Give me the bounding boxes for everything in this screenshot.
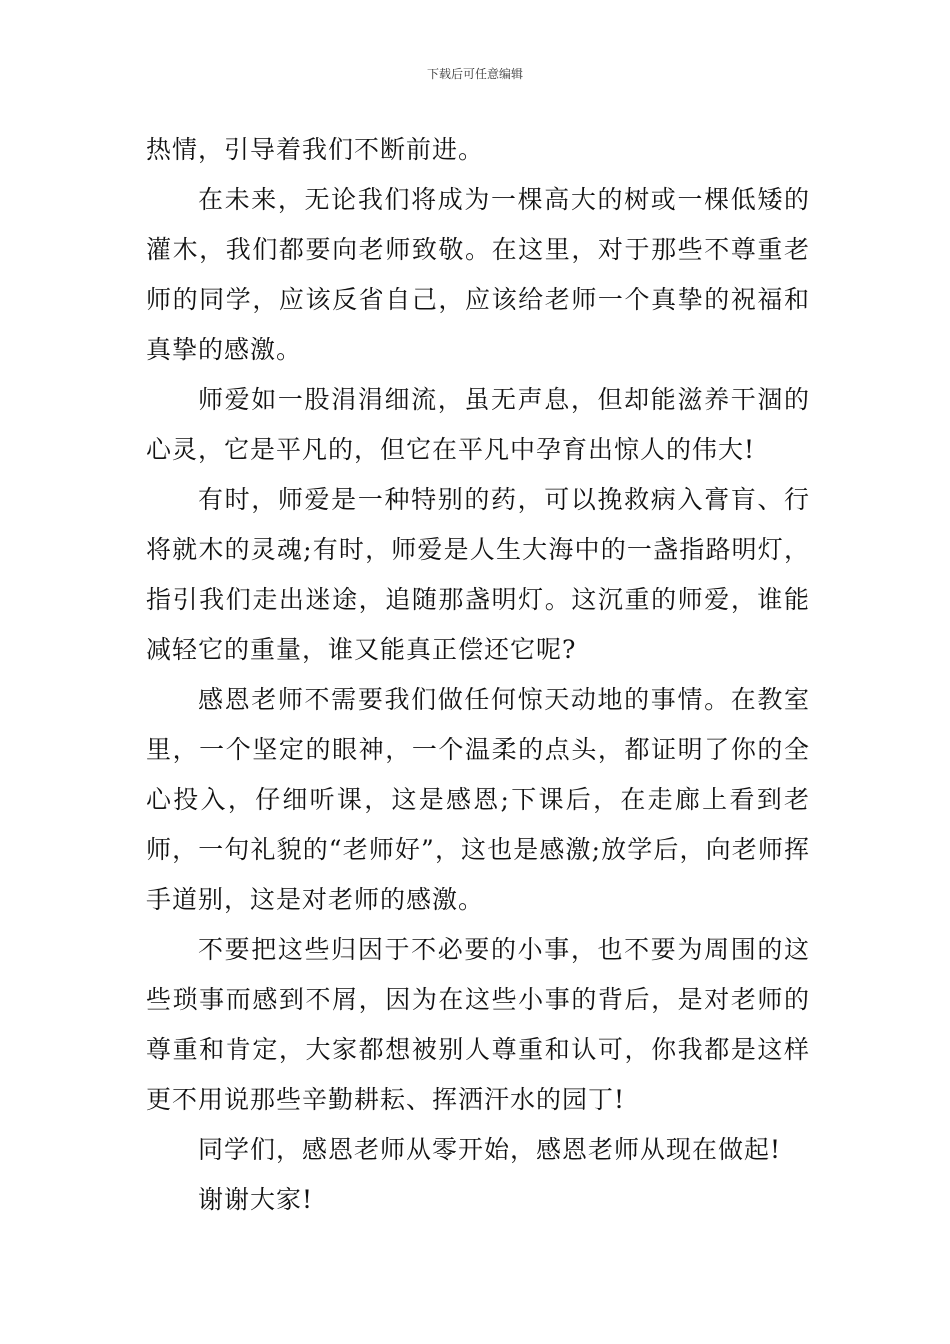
paragraph-call-to-action: 同学们，感恩老师从零开始，感恩老师从现在做起! bbox=[198, 1135, 782, 1164]
paragraph-teacher-love-medicine: 有时，师爱是一种特别的药，可以挽救病入膏肓、行将就木的灵魂;有时，师爱是人生大海中的一盏指路明灯，指引我们走出迷途，追随那盏明灯。这沉重的师爱，谁能减轻它的重量，谁又能真正偿还它呢? bbox=[146, 485, 810, 664]
paragraph-continuation: 热情，引导着我们不断前进。 bbox=[146, 135, 485, 164]
paragraph-future: 在未来，无论我们将成为一棵高大的树或一棵低矮的灌木，我们都要向老师致敬。在这里，对于那些不尊重老师的同学，应该反省自己，应该给老师一个真挚的祝福和真挚的感激。 bbox=[146, 185, 810, 364]
paragraph-gratitude-actions: 感恩老师不需要我们做任何惊天动地的事情。在教室里，一个坚定的眼神，一个温柔的点头，都证明了你的全心投入，仔细听课，这是感恩;下课后，在走廊上看到老师，一句礼貌的“老师好”，这也是感激;放学后，向老师挥手道别，这是对老师的感激。 bbox=[146, 685, 810, 914]
paragraph-small-things: 不要把这些归因于不必要的小事，也不要为周围的这些琐事而感到不屑，因为在这些小事的背后，是对老师的尊重和肯定，大家都想被别人尊重和认可，你我都是这样更不用说那些辛勤耕耘、挥洒汗水的园丁! bbox=[146, 935, 810, 1114]
paragraph-teacher-love-stream: 师爱如一股涓涓细流，虽无声息，但却能滋养干涸的心灵，它是平凡的，但它在平凡中孕育出惊人的伟大! bbox=[146, 385, 810, 464]
page-header: 下载后可任意编辑 bbox=[426, 67, 523, 81]
document-body bbox=[146, 125, 810, 1225]
paragraph-thanks: 谢谢大家! bbox=[198, 1185, 314, 1214]
